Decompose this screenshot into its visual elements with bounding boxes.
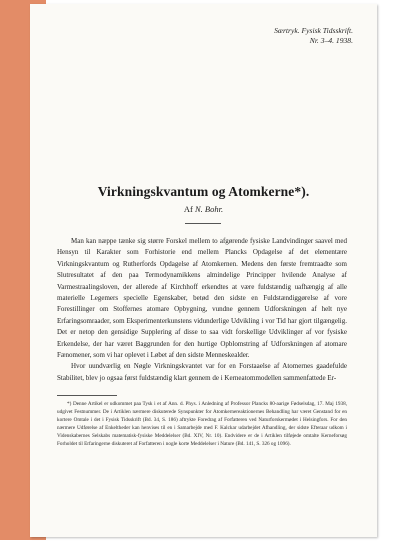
body-paragraph-1: Man kan næppe tænke sig større Forskel mellem to afgørende fysiske Landvindinger saavel med Hensyn til Karakter som Forhistorie end mellem Plancks Opdagelse af det elementære Virkningskvantum og Rutherfords Opdagelse af Atomkernen. Medens den første fremtraadte som Slutresultatet af den paa Termodynamikkens almindelige Principper hvilende Analyse af Varmestraalingsloven, der allerede af Kirchhoff erkendtes at være fuldstændig uafhængig af alle materielle Legemers specielle Egenskaber, betød den sidste en Fuldstændiggørelse af vore Forestillinger om Stoffernes atomare Opbygning, vundne gennem Udforskningen af helt nye Erfaringsomraader, som Eksperimenterkunstens vidunderlige Udvikling i vor Tid har gjort tilgængelig. Det er netop den gensidige Supplering af disse to saa vidt forskellige Udviklinger af vor fysiske Erkendelse, der har været Baggrunden for den hurtige Opblomstring af Udforskningen af atomare Fænomener, som vi har oplevet i Løbet af den sidste Menneskealder. — [57, 237, 347, 360]
footnote — [57, 401, 347, 448]
article-body — [57, 236, 347, 384]
footnote-text: *) Denne Artikel er udkommet paa Tysk i et af Ann. d. Phys. i Anledning af Professor Plancks 80-aarige Fødselsdag, 17. Maj 1938, udgivet Festnummer. De i Artiklen nærmere diskuterede Synspunkter for Atomkernereaktionernes Behandling har været Genstand for en kortere Omtale i det i Fysisk Tidsskrift (Bd. 34, S. 186) aftrykte Foredrag af Forfatteren ved Naturforskermødet i Helsingfors. For den nærmere Udførelse af Enkeltheder kan henvises til en i Samarbejde med F. Kalckar udarbejdet Afhandling, der sidste Efteraar udkom i Videnskabernes Selskabs matematisk-fysiske Meddelelser (Bd. XIV, Nr. 10). Endvidere er de i Artiklen tilføjede omtalte Kerneforsøg Forholdet til Erfaringerne diskuteret af Forfatteren i nogle korte Meddelelser i Nature (Bd. 141, S. 326 og 1096). — [57, 401, 347, 447]
body-paragraph-2: Hvor uundværlig en Nøgle Virkningskvantet var for en Forstaaelse af Atomernes gaadefulde Stabilitet, blev jo ogsaa først fuldstændig klart gennem de i Kerneatommodellen sammenfattede Er- — [57, 362, 347, 382]
offprint-journal: Særtryk. Fysisk Tidsskrift. — [274, 26, 353, 35]
document-page — [30, 4, 377, 537]
title-divider — [185, 223, 221, 224]
author-name: N. Bohr. — [195, 204, 224, 214]
article-author — [30, 204, 377, 214]
article-title: Virkningskvantum og Atomkerne*). — [97, 184, 310, 199]
offprint-issue: Nr. 3–4. 1938. — [309, 36, 353, 45]
footnote-divider — [57, 395, 117, 396]
author-prefix: Af — [183, 204, 193, 214]
offprint-header — [274, 26, 353, 46]
